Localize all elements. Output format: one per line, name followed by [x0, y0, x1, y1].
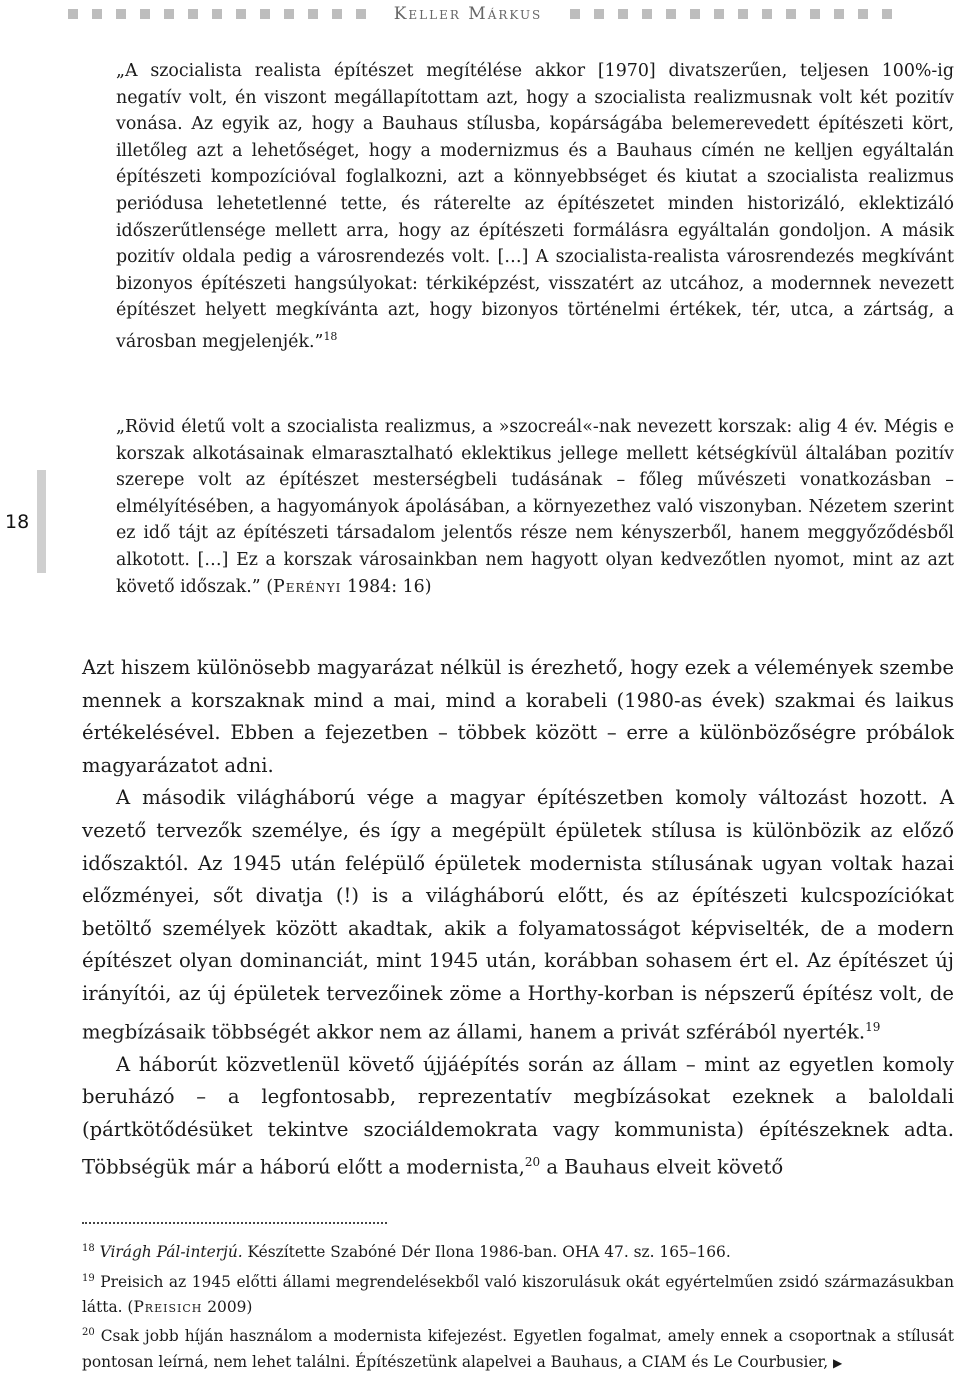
quote-1-text: „A szocialista realista építészet megítélése akkor [1970] divatszerűen, teljesen 100%-ig negatív volt, én viszont megállapítottam azt, hogy a szocialista realizmusnak volt két pozitív vonása. Az egyik az, hogy a Bauhaus stílusba, kopárságába belemerevedett építészeti kört, illetőleg azt a lehetőséget, hogy a modernizmus és a Bauhaus címén ne kelljen egyáltalán építészeti kompozícióval foglalkozni, azt a könnyebbséget és kiutat a szocialista realizmus periódusa lehetetlenné tette, és ráterelte az építészetet minden historizáló, eklektizáló időszerűtlensége mellett arra, hogy az építészeti formálásra egyáltalán gondoljon. A másik pozitív oldala pedig a városrendezés volt. […] A szocialista-realista városrendezés megkívánt bizonyos építészeti hangsúlyokat: térkiképzést, visszatért az utcához, a modernnek nevezett építészet helyett megkívánta azt, hogy bizonyos történelmi értékek, tér, utca, a zártság, a városban megjelenjék.” — [116, 61, 954, 352]
footnote-18 — [82, 1236, 954, 1266]
footnote-20-number: 20 — [82, 1327, 95, 1339]
quote-2-text: „Rövid életű volt a szocialista realizmus, a »szocreál«-nak nevezett korszak: alig 4 év. Mégis e korszak alkotásainak elmarasztalható eklektikus jellege mellett kétségkívül általában pozitív szerepe volt az építészet mesterségbeli tudásának – főleg művészeti vonatkozásban – elmélyítésében, a hagyományok ápolásában, a környezethez való viszonyban. Nézetem szerint ez idő tájt az építészeti társadalom jelentős része nem kényszerből, hanem meggyőződésből alkotott. […] Ez a korszak városainkban nem hagyott olyan kedvezőtlen nyomot, mint az azt követő időszak.” ( — [116, 417, 954, 597]
running-head-author: Keller Márkus — [393, 4, 543, 24]
footnote-20 — [82, 1320, 954, 1376]
block-quote-1 — [116, 58, 954, 355]
footnotes — [82, 1236, 954, 1376]
block-quote-2 — [116, 414, 954, 600]
footnote-19-number: 19 — [82, 1272, 95, 1284]
paragraph-2-text: A második világháború vége a magyar építészetben komoly változást hozott. A vezető tervezők személye, és így a megépült épületek stílusa is különbözik az előző időszaktól. Az 1945 után felépülő épületek modernista stílusának ugyan voltak hazai előzményei, sőt divatja (!) is a világháború előtt, és az építészeti kulcspozíciókat betöltő személyek között akadtak, akik a folyamatosságot képviselték, de a modern építészet olyan dominanciát, mint 1945 után, korábban sohasem ért el. Az építészet új irányítói, az új épületek tervezőinek zöme a Horthy-korban is népszerű építész volt, de megbízásaik többségét akkor nem az állami, hanem a privát szférából nyerték. — [82, 786, 954, 1044]
paragraph-3 — [82, 1049, 954, 1185]
footnote-19-year: 2009) — [202, 1298, 253, 1317]
footnote-18-title: Virágh Pál-interjú. — [99, 1243, 243, 1262]
citation-year: 1984: 16) — [341, 576, 432, 597]
page-number-bar — [37, 470, 46, 573]
footnote-ref-19[interactable]: 19 — [865, 1019, 881, 1034]
footnote-18-text: Készítette Szabóné Dér Ilona 1986-ban. OHA 47. sz. 165–166. — [242, 1243, 731, 1262]
paragraph-1: Azt hiszem különösebb magyarázat nélkül is érezhető, hogy ezek a vélemények szembe mennek a korszaknak mind a mai, mind a korabeli (1980-as évek) szakmai és laikus értékelésével. Ebben a fejezetben – többek között – erre a különbözőségre próbálok magyarázatot adni. — [82, 656, 954, 777]
footnote-ref-20[interactable]: 20 — [524, 1155, 541, 1170]
paragraph-3-text-b: a Bauhaus elveit követő — [540, 1155, 784, 1179]
footnote-18-number: 18 — [82, 1243, 95, 1254]
continue-arrow-icon: ▶ — [833, 1356, 843, 1370]
running-header — [0, 0, 960, 28]
footnote-separator — [82, 1222, 387, 1224]
paragraph-2 — [82, 782, 954, 1048]
page-number: 18 — [5, 511, 30, 533]
citation-author: Perényi — [273, 576, 342, 597]
footnote-19 — [82, 1266, 954, 1321]
footnote-ref-18[interactable]: 18 — [323, 329, 338, 343]
footnote-20-text: Csak jobb híján használom a modernista kifejezést. Egyetlen fogalmat, amely ennek a csoportnak a stílusát pontosan leírná, nem lehet találni. Építészetünk alapelvei a Bauhaus, a CIAM és Le Courbusier, — [82, 1327, 954, 1371]
paragraph-3-text-a: A háborút közvetlenül követő újjáépítés során az állam – mint az egyetlen komoly beruházó – a legfontosabb, reprezentatív megbízásokat ezeknek a baloldali (pártkötődésüket tekintve szociáldemokrata vagy kommunista) építészeknek adta. Többségük már a háború előtt a modernista, — [82, 1052, 954, 1179]
footnote-19-text: Preisich az 1945 előtti állami megrendelésekből való kiszorulásuk okát egyértelműen zsidó származásukban látta. ( — [82, 1272, 954, 1317]
footnote-19-author: Preisich — [133, 1298, 203, 1317]
header-dots-left — [68, 9, 366, 19]
main-body-text — [82, 652, 954, 1185]
header-dots-right — [570, 9, 892, 19]
